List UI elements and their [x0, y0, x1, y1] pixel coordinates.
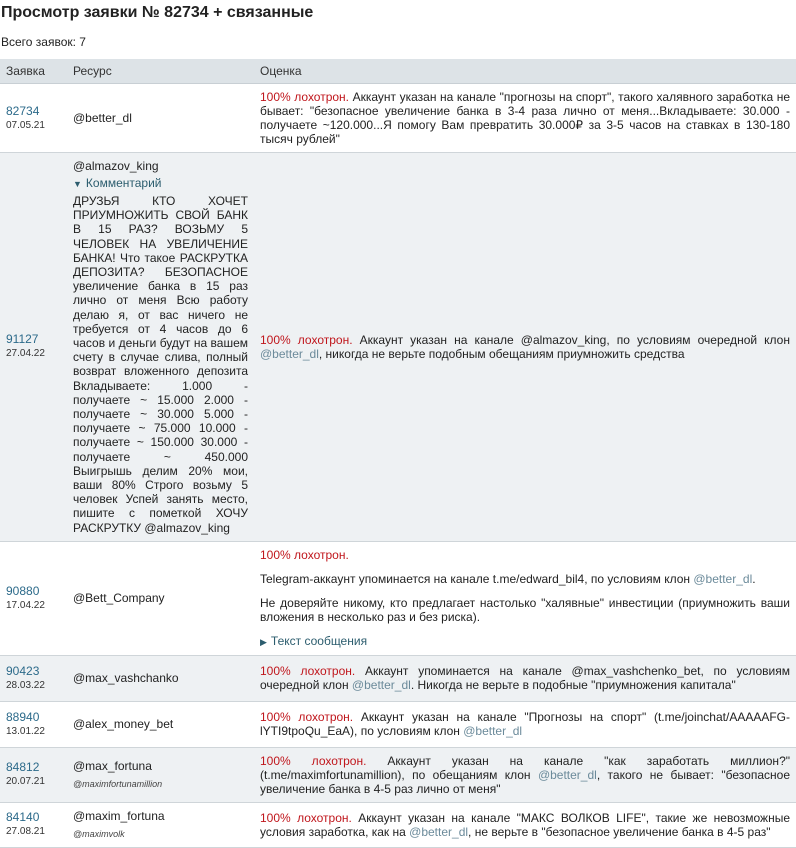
request-date: 27.04.22 [6, 348, 45, 360]
resource-name: @maxim_fortuna [73, 808, 165, 823]
table-header [0, 59, 796, 84]
resource-name: @almazov_king [73, 159, 159, 173]
rating-text: Аккаунт указан на канале "МАКС ВОЛКОВ LIFE", такие же невозможные условия заработка, как на [260, 810, 790, 839]
resource-cell [67, 802, 254, 847]
comment-toggle[interactable] [73, 176, 248, 191]
triangle-right-icon: ▶ [260, 636, 267, 647]
request-cell [0, 84, 67, 153]
comment-text: ДРУЗЬЯ КТО ХОЧЕТ ПРИУМНОЖИТЬ СВОЙ БАНК В 15 РАЗ? ВОЗЬМУ 5 ЧЕЛОВЕК НА УВЕЛИЧЕНИЕ БАНКА! Что такое РАСКРУТКА ДЕПОЗИТА? БЕЗОПАСНОЕ увеличение банка в 15 раз лично от меня Всю работу делаю я, от вас ничего не требуется от 4 часов до 6 часов и деньги будут на вашем счету в случае слива, полный возврат вложенного депозита Вкладываете: 1.000 - получаете ~ 15.000 2.000 - получаете ~ 30.000 5.000 - получаете ~ 75.000 10.000 - получаете ~ 150.000 30.000 - получаете ~ 450.000 Выигрышь делим 20% мои, ваши 80% Строго возьму 5 человек Успей занять место, пишите с пометкой ХОЧУ РАСКРУТКУ @almazov_king [73, 194, 248, 535]
request-cell [0, 747, 67, 802]
resource-name: @max_vashchanko [73, 671, 179, 686]
request-date: 28.03.22 [6, 679, 45, 691]
request-id-link[interactable]: 88940 [6, 709, 40, 724]
rating-text: Аккаунт указан на канале "прогнозы на спорт", такого халявного заработка не бывает: "безопасное увеличение банка в 3-4 раза лично от меня...Вкладываете: 30.000 - получаете ~120.000...Я помогу Вам превратить 30.000₽ за 3-5 часов на ставках в 130-180 тысяч рублей" [260, 90, 790, 146]
rating-text: Аккаунт упоминается на канале @max_vashchenko_bet, по условиям очередной клон [260, 664, 790, 693]
verdict-label: 100% лохотрон. [260, 810, 352, 825]
mention-link[interactable]: @better_dl [409, 824, 469, 839]
resource-alias: @maximfortunamillion [73, 778, 163, 789]
rating-paragraph: Не доверяйте никому, кто предлагает настолько "халявные" инвестиции (приумножить ваши вложения в несколько раз и без риска). [260, 595, 790, 624]
request-date: 13.01.22 [6, 725, 45, 737]
resource-cell [67, 84, 254, 153]
resource-name: @better_dl [73, 111, 132, 125]
total-count: Всего заявок: 7 [1, 35, 86, 49]
mention-link[interactable]: @better_dl [537, 767, 597, 782]
mention-link[interactable]: @better_dl [693, 571, 753, 586]
verdict-label: 100% лохотрон. [260, 90, 350, 104]
request-cell [0, 655, 67, 701]
rating-text: Аккаунт указан на канале "как заработать миллион?" (t.me/maximfortunamillion), по обещаниям клон [260, 753, 790, 782]
rating-text: Аккаунт указан на канале @almazov_king, по условиям очередной клон [352, 332, 790, 347]
mention-link[interactable]: @better_dl [260, 346, 319, 361]
resource-cell [67, 747, 254, 802]
verdict-label: 100% лохотрон. [260, 547, 349, 562]
request-id-link[interactable]: 91127 [6, 332, 39, 347]
resource-name: @max_fortuna [73, 758, 152, 773]
requests-table [0, 59, 796, 848]
request-cell [0, 541, 67, 655]
resource-name: @alex_money_bet [73, 717, 174, 732]
rating-paragraph [260, 572, 790, 586]
rating-cell [254, 84, 796, 153]
resource-cell [67, 701, 254, 747]
rating-cell [254, 747, 796, 802]
resource-alias: @maximvolk [73, 828, 125, 839]
verdict-label: 100% лохотрон. [260, 664, 356, 679]
verdict-label: 100% лохотрон. [260, 332, 353, 347]
col-header-rating[interactable]: Оценка [254, 59, 796, 84]
table-row [0, 701, 796, 747]
rating-text: , не верьте в "безопасное увеличение банка в 4-5 раз" [468, 824, 771, 839]
page-title: Просмотр заявки № 82734 + связанные [1, 4, 314, 21]
rating-cell [254, 655, 796, 701]
request-date: 20.07.21 [6, 776, 45, 788]
rating-text: . [752, 571, 756, 586]
rating-cell [254, 153, 796, 542]
verdict-label: 100% лохотрон. [260, 710, 354, 725]
request-date: 27.08.21 [6, 826, 45, 838]
rating-text: , такого не бывает: "безопасное увеличение банка в 4-5 раз лично от меня" [260, 767, 790, 796]
message-toggle[interactable] [260, 634, 790, 649]
resource-cell [67, 541, 254, 655]
rating-text: . Никогда не верьте в подобные "приумножения капитала" [410, 678, 736, 693]
resource-cell [67, 153, 254, 542]
table-row [0, 802, 796, 847]
rating-text: , никогда не верьте подобным обещаниям приумножить средства [318, 346, 685, 361]
verdict-label: 100% лохотрон. [260, 753, 367, 768]
triangle-down-icon: ▼ [73, 179, 82, 189]
request-date: 07.05.21 [6, 119, 45, 131]
request-date: 17.04.22 [6, 599, 45, 611]
request-id-link[interactable]: 90423 [6, 663, 40, 678]
request-id-link[interactable]: 84812 [6, 760, 40, 775]
table-row [0, 747, 796, 802]
rating-cell [254, 701, 796, 747]
mention-link[interactable]: @better_dl [463, 724, 523, 739]
message-toggle-label: Текст сообщения [270, 633, 368, 648]
request-id-link[interactable]: 82734 [6, 103, 40, 118]
mention-link[interactable]: @better_dl [351, 678, 411, 693]
resource-cell [67, 655, 254, 701]
request-cell [0, 701, 67, 747]
request-id-link[interactable]: 90880 [6, 583, 40, 598]
rating-text: Аккаунт указан на канале "Прогнозы на спорт" (t.me/joinchat/AAAAAFG-lYTI9tpoQu_EaA), по условиям клон [260, 710, 790, 739]
request-id-link[interactable]: 84140 [6, 810, 40, 825]
table-row [0, 153, 796, 542]
request-cell [0, 802, 67, 847]
table-row [0, 655, 796, 701]
rating-text: Telegram-аккаунт упоминается на канале t.me/edward_bil4, по условиям клон [260, 571, 694, 586]
col-header-request[interactable]: Заявка [0, 59, 67, 84]
table-row [0, 84, 796, 153]
resource-name: @Bett_Company [73, 591, 165, 606]
comment-toggle-label: Комментарий [85, 176, 162, 190]
rating-cell [254, 541, 796, 655]
table-row [0, 541, 796, 655]
request-cell [0, 153, 67, 542]
rating-cell [254, 802, 796, 847]
col-header-resource[interactable]: Ресурс [67, 59, 254, 84]
